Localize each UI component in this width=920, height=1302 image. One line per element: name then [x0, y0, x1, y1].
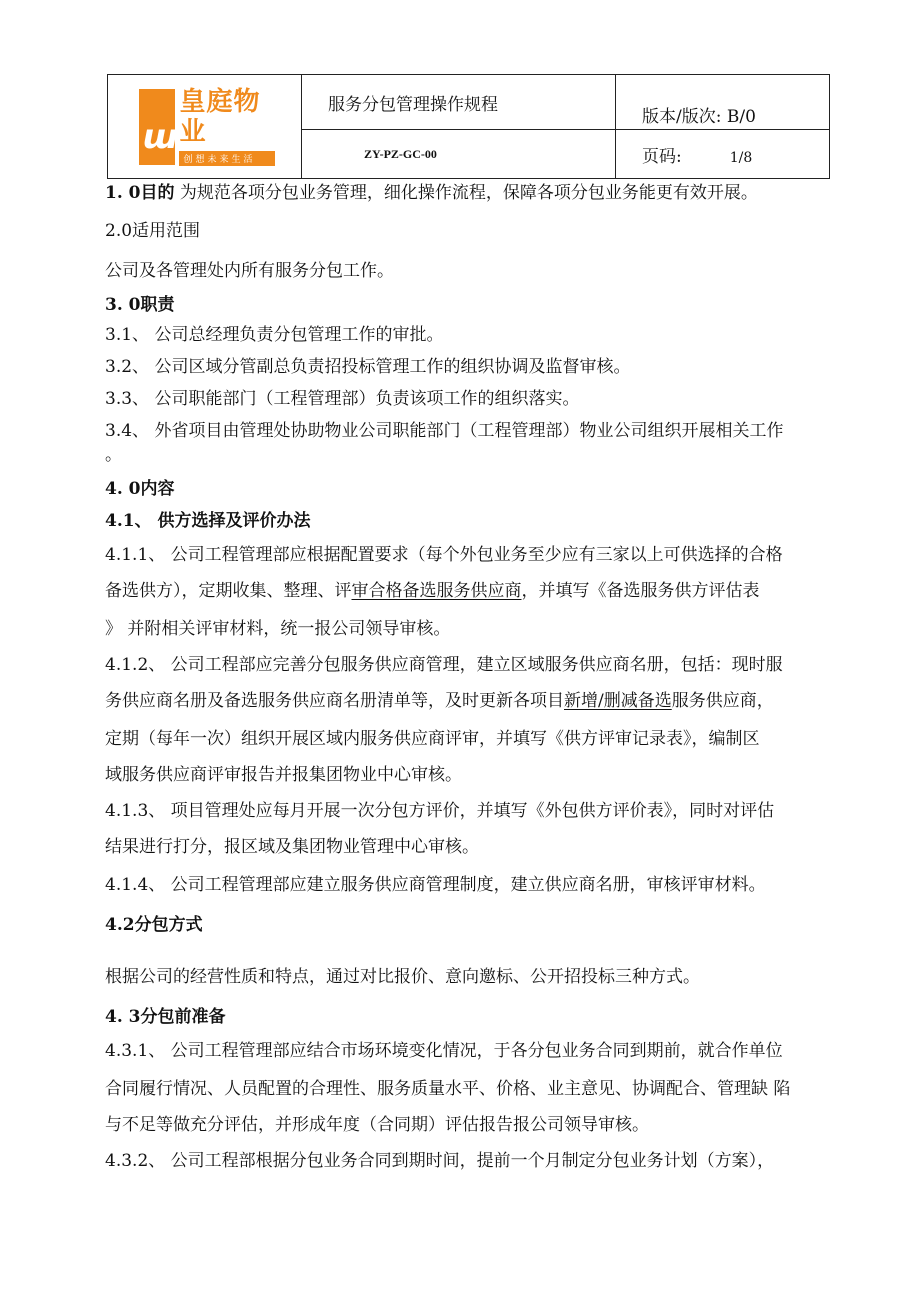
section-3-heading: 3. 0职责: [105, 295, 175, 315]
section-1-heading: 1. 0目的: [105, 183, 175, 203]
section-4-3-1-line-2: 合同履行情况、人员配置的合理性、服务质量水平、价格、业主意见、协调配合、管理缺 陷: [105, 1079, 791, 1099]
page-number: 1/8: [729, 149, 753, 166]
section-4-1-1-line-2: 备选供方），定期收集、整理、评审合格备选服务供应商，并填写《备选服务供方评估表: [105, 581, 760, 601]
section-4-1-4: 4.1.4、 公司工程管理部应建立服务供应商管理制度，建立供应商名册，审核评审材料。: [105, 875, 766, 895]
section-4-1-3-line-2: 结果进行打分，报区域及集团物业管理中心审核。: [105, 837, 479, 857]
section-4-1-1-line-1: 4.1.1、 公司工程管理部应根据配置要求（每个外包业务至少应有三家以上可供选择的合格: [105, 545, 783, 565]
section-4-1-2-line-4: 域服务供应商评审报告并报集团物业中心审核。: [105, 765, 462, 785]
section-4-1-2-line-3: 定期（每年一次）组织开展区域内服务供应商评审，并填写《供方评审记录表》，编制区: [105, 729, 760, 749]
section-2-text: 公司及各管理处内所有服务分包工作。: [105, 261, 394, 281]
section-4-1-1-line-3: 》 并附相关评审材料，统一报公司领导审核。: [105, 619, 451, 639]
document-title: 服务分包管理操作规程: [302, 75, 616, 130]
section-4-heading: 4. 0内容: [105, 479, 175, 499]
logo-cell: [108, 75, 302, 179]
document-version: 版本/版次: B/0: [616, 75, 830, 130]
document-header-table: [107, 74, 830, 179]
section-3-2: 3.2、 公司区域分管副总负责招投标管理工作的组织协调及监督审核。: [105, 357, 631, 377]
document-code: ZY-PZ-GC-00: [302, 130, 616, 179]
logo-name: 皇庭物业: [179, 87, 261, 147]
company-logo: [108, 75, 301, 178]
section-4-2-heading: 4.2分包方式: [105, 915, 203, 935]
logo-mark-icon: ɯ: [139, 89, 176, 165]
page-label: 页码:: [642, 146, 682, 167]
section-4-1-3-line-1: 4.1.3、 项目管理处应每月开展一次分包方评价，并填写《外包供方评价表》，同时对评估: [105, 801, 775, 821]
section-3-1: 3.1、 公司总经理负责分包管理工作的审批。: [105, 325, 444, 345]
underlined-text: 新增/删减备选: [564, 691, 672, 711]
section-3-4: 3.4、 外省项目由管理处协助物业公司职能部门（工程管理部）物业公司组织开展相关工作: [105, 421, 784, 441]
section-1: [105, 176, 758, 210]
section-4-1-2-line-1: 4.1.2、 公司工程部应完善分包服务供应商管理，建立区域服务供应商名册，包括：现时服: [105, 655, 783, 675]
section-3-3: 3.3、 公司职能部门（工程管理部）负责该项工作的组织落实。: [105, 389, 580, 409]
page-number-cell: [616, 130, 830, 179]
underlined-text: 审合格备选服务供应商: [351, 581, 522, 601]
section-2-heading: 2.0适用范围: [105, 221, 201, 241]
section-4-2-text: 根据公司的经营性质和特点，通过对比报价、意向邀标、公开招投标三种方式。: [105, 967, 700, 987]
section-3-4-tail: 。: [105, 445, 122, 465]
section-1-text: 为规范各项分包业务管理，细化操作流程，保障各项分包业务能更有效开展。: [174, 183, 758, 203]
section-4-3-2-line-1: 4.3.2、 公司工程部根据分包业务合同到期时间，提前一个月制定分包业务计划（方案），: [105, 1151, 775, 1171]
section-4-3-heading: 4. 3分包前准备: [105, 1007, 226, 1027]
section-4-3-1-line-3: 与不足等做充分评估，并形成年度（合同期）评估报告报公司领导审核。: [105, 1115, 649, 1135]
section-4-1-2-line-2: 务供应商名册及备选服务供应商名册清单等，及时更新各项目新增/删减备选服务供应商，: [105, 691, 774, 711]
logo-slogan: 创想未来生活: [179, 151, 274, 166]
section-4-1-heading: 4.1、 供方选择及评价办法: [105, 511, 311, 531]
section-4-3-1-line-1: 4.3.1、 公司工程管理部应结合市场环境变化情况，于各分包业务合同到期前，就合作单位: [105, 1041, 783, 1061]
